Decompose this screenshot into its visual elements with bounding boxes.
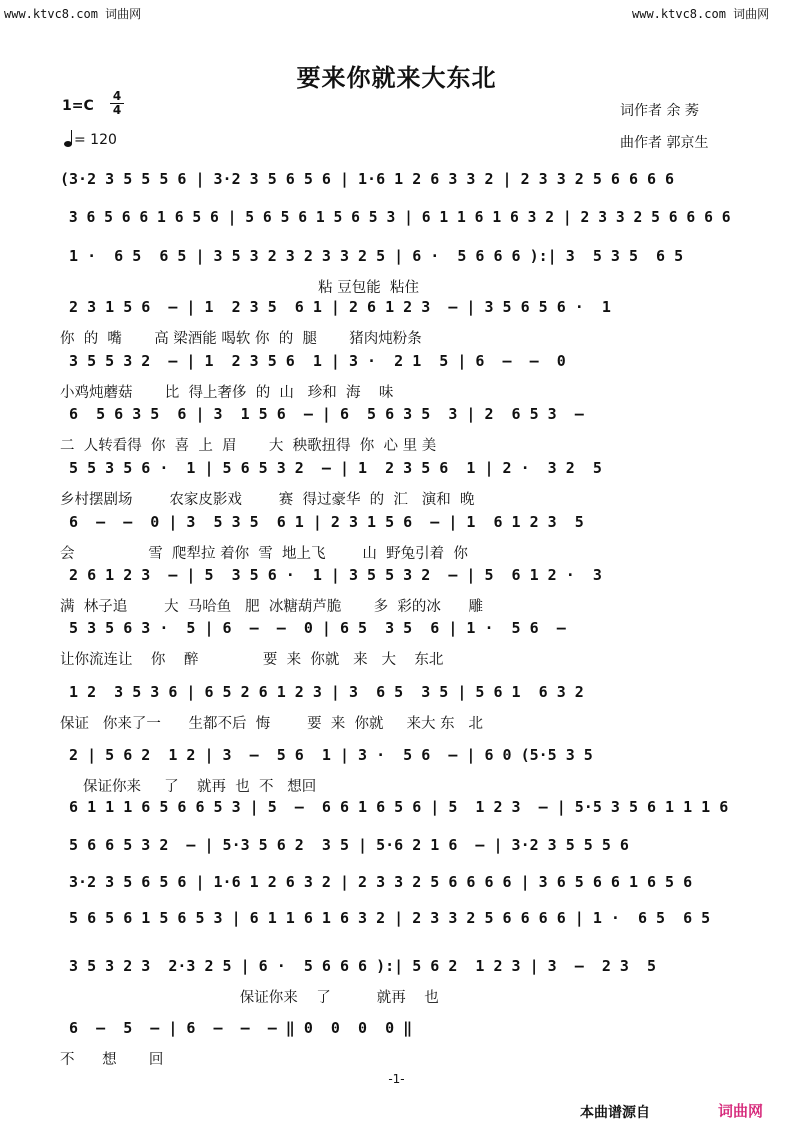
tempo-marking	[64, 132, 117, 148]
lyricist: 词作者 余 莠	[620, 103, 699, 119]
music-row: 6 5 6 3 5 6 | 3 1 5 6 — | 6 5 6 3 5 3 | 2 6 5 3 —	[60, 405, 584, 423]
time-signature	[110, 90, 124, 117]
music-row: 3·2 3 5 6 5 6 | 1·6 1 2 6 3 2 | 2 3 3 2 5 6 6 6 6 | 3 6 5 6 6 1 6 5 6	[60, 873, 693, 891]
music-row: (3·2 3 5 5 5 6 | 3·2 3 5 6 5 6 | 1·6 1 2 6 3 3 2 | 2 3 3 2 5 6 6 6 6	[60, 170, 675, 188]
music-row: 6 1 1 1 6 5 6 6 5 3 | 5 — 6 6 1 6 5 6 | 5 1 2 3 — | 5·5 3 5 6 1 1 1 6	[60, 798, 729, 816]
lyric-row: 保证 你来了一 生都不后 悔 要 来 你就 来大 东 北	[60, 716, 483, 732]
lyric-row: 不 想 回	[60, 1052, 164, 1068]
music-row: 1 2 3 5 3 6 | 6 5 2 6 1 2 3 | 3 6 5 3 5 | 5 6 1 6 3 2	[60, 683, 584, 701]
tempo-value: = 120	[74, 132, 117, 148]
brand-logo: 词曲网	[718, 1102, 764, 1120]
music-row: 3 6 5 6 6 1 6 5 6 | 5 6 5 6 1 5 6 5 3 | 6 1 1 6 1 6 3 2 | 2 3 3 2 5 6 6 6 6	[60, 208, 731, 226]
music-row: 1 · 6 5 6 5 | 3 5 3 2 3 2 3 3 2 5 | 6 · 5 6 6 6 ):| 3 5 3 5 6 5	[60, 247, 684, 265]
music-row: 6 — 5 — | 6 — — — ‖ 0 0 0 0 ‖	[60, 1019, 413, 1037]
music-row: 5 3 5 6 3 · 5 | 6 — — 0 | 6 5 3 5 6 | 1 · 5 6 —	[60, 619, 566, 637]
lyric-row: 让你流连让 你 醉 要 来 你就 来 大 东北	[60, 652, 444, 668]
lyric-row: 会 雪 爬犁拉 着你 雪 地上飞 山 野兔引着 你	[60, 546, 468, 562]
key-signature: 1=C	[62, 98, 94, 114]
music-row: 5 6 5 6 1 5 6 5 3 | 6 1 1 6 1 6 3 2 | 2 3 3 2 5 6 6 6 6 | 1 · 6 5 6 5	[60, 909, 711, 927]
time-sig-top: 4	[110, 90, 124, 104]
music-row: 3 5 5 3 2 — | 1 2 3 5 6 1 | 3 · 2 1 5 | 6 — — 0	[60, 352, 566, 370]
composer: 曲作者 郭京生	[620, 135, 709, 151]
watermark-right: www.ktvc8.com 词曲网	[632, 7, 770, 21]
lyric-row: 二 人转看得 你 喜 上 眉 大 秧歌扭得 你 心 里 美	[60, 438, 437, 454]
time-sig-bottom: 4	[112, 103, 122, 117]
music-row: 2 | 5 6 2 1 2 | 3 — 5 6 1 | 3 · 5 6 — | 6 0 (5·5 3 5	[60, 746, 593, 764]
lyric-row: 小鸡炖蘑菇 比 得上奢侈 的 山 珍和 海 味	[60, 385, 394, 401]
music-row: 3 5 3 2 3 2·3 2 5 | 6 · 5 6 6 6 ):| 5 6 2 1 2 3 | 3 — 2 3 5	[60, 957, 657, 975]
lyric-row: 满 林子追 大 马哈鱼 肥 冰糖葫芦脆 多 彩的冰 雕	[60, 599, 483, 615]
watermark-left: www.ktvc8.com 词曲网	[4, 7, 142, 21]
music-row: 5 6 6 5 3 2 — | 5·3 5 6 2 3 5 | 5·6 2 1 6 — | 3·2 3 5 5 5 6	[60, 836, 629, 854]
source-label: 本曲谱源自	[580, 1105, 650, 1121]
quarter-note-icon	[64, 133, 74, 147]
page-number: -1-	[388, 1072, 405, 1086]
lyric-row: 乡村摆剧场 农家皮影戏 赛 得过豪华 的 汇 演和 晚	[60, 492, 475, 508]
music-row: 2 3 1 5 6 — | 1 2 3 5 6 1 | 2 6 1 2 3 — | 3 5 6 5 6 · 1	[60, 298, 611, 316]
music-row: 2 6 1 2 3 — | 5 3 5 6 · 1 | 3 5 5 3 2 — | 5 6 1 2 · 3	[60, 566, 602, 584]
music-row: 5 5 3 5 6 · 1 | 5 6 5 3 2 — | 1 2 3 5 6 1 | 2 · 3 2 5	[60, 459, 602, 477]
lyric-row: 粘 豆包能 粘住	[60, 280, 419, 296]
lyric-row: 你 的 嘴 高 梁酒能 喝软 你 的 腿 猪肉炖粉条	[60, 331, 422, 347]
lyric-row: 保证你来 了 就再 也 不 想回	[60, 779, 317, 795]
music-row: 6 — — 0 | 3 5 3 5 6 1 | 2 3 1 5 6 — | 1 6 1 2 3 5	[60, 513, 584, 531]
song-title: 要来你就来大东北	[296, 63, 497, 92]
lyric-row: 保证你来 了 就再 也	[60, 990, 439, 1006]
